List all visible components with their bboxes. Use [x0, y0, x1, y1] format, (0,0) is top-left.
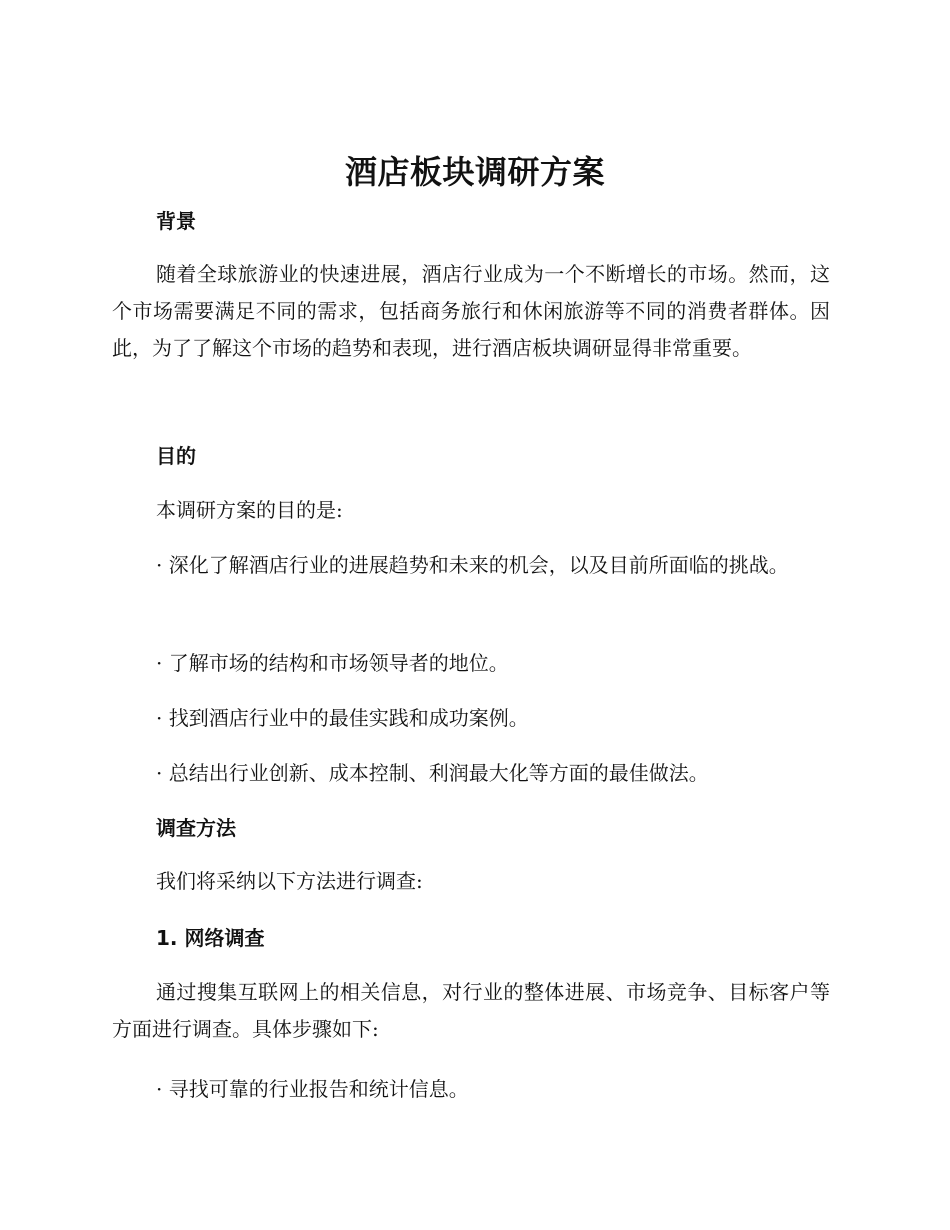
bullet-icon: · — [156, 761, 163, 785]
background-paragraph: 随着全球旅游业的快速进展，酒店行业成为一个不断增长的市场。然而，这个市场需要满足不同的需求，包括商务旅行和休闲旅游等不同的消费者群体。因此，为了了解这个市场的趋势和表现，进行酒店板块调研显得非常重要。 — [112, 262, 830, 360]
purpose-list-item — [112, 755, 830, 792]
purpose-list-item — [112, 547, 830, 584]
bullet-icon: · — [156, 651, 163, 675]
section-heading-method: 调查方法 — [156, 816, 236, 840]
purpose-intro: 本调研方案的目的是: — [156, 498, 343, 522]
purpose-item-text: 深化了解酒店行业的进展趋势和未来的机会，以及目前所面临的挑战。 — [168, 553, 789, 577]
section-heading-background: 背景 — [156, 209, 196, 233]
purpose-list-item — [112, 700, 830, 737]
purpose-item-text: 总结出行业创新、成本控制、利润最大化等方面的最佳做法。 — [168, 761, 709, 785]
bullet-icon: · — [156, 706, 163, 730]
bullet-icon: · — [156, 553, 163, 577]
method-intro: 我们将采纳以下方法进行调查: — [156, 869, 423, 893]
purpose-item-text: 了解市场的结构和市场领导者的地位。 — [168, 651, 509, 675]
section-heading-purpose: 目的 — [156, 444, 196, 468]
subsection-heading-web-survey: 1. 网络调查 — [156, 926, 265, 950]
bullet-icon: · — [156, 1077, 163, 1101]
method-list-item — [112, 1071, 830, 1108]
web-survey-paragraph: 通过搜集互联网上的相关信息，对行业的整体进展、市场竞争、目标客户等方面进行调查。具体步骤如下: — [112, 980, 830, 1041]
method-item-text: 寻找可靠的行业报告和统计信息。 — [168, 1077, 469, 1101]
purpose-item-text: 找到酒店行业中的最佳实践和成功案例。 — [168, 706, 529, 730]
purpose-list-item — [112, 645, 830, 682]
document-title: 酒店板块调研方案 — [344, 153, 605, 191]
